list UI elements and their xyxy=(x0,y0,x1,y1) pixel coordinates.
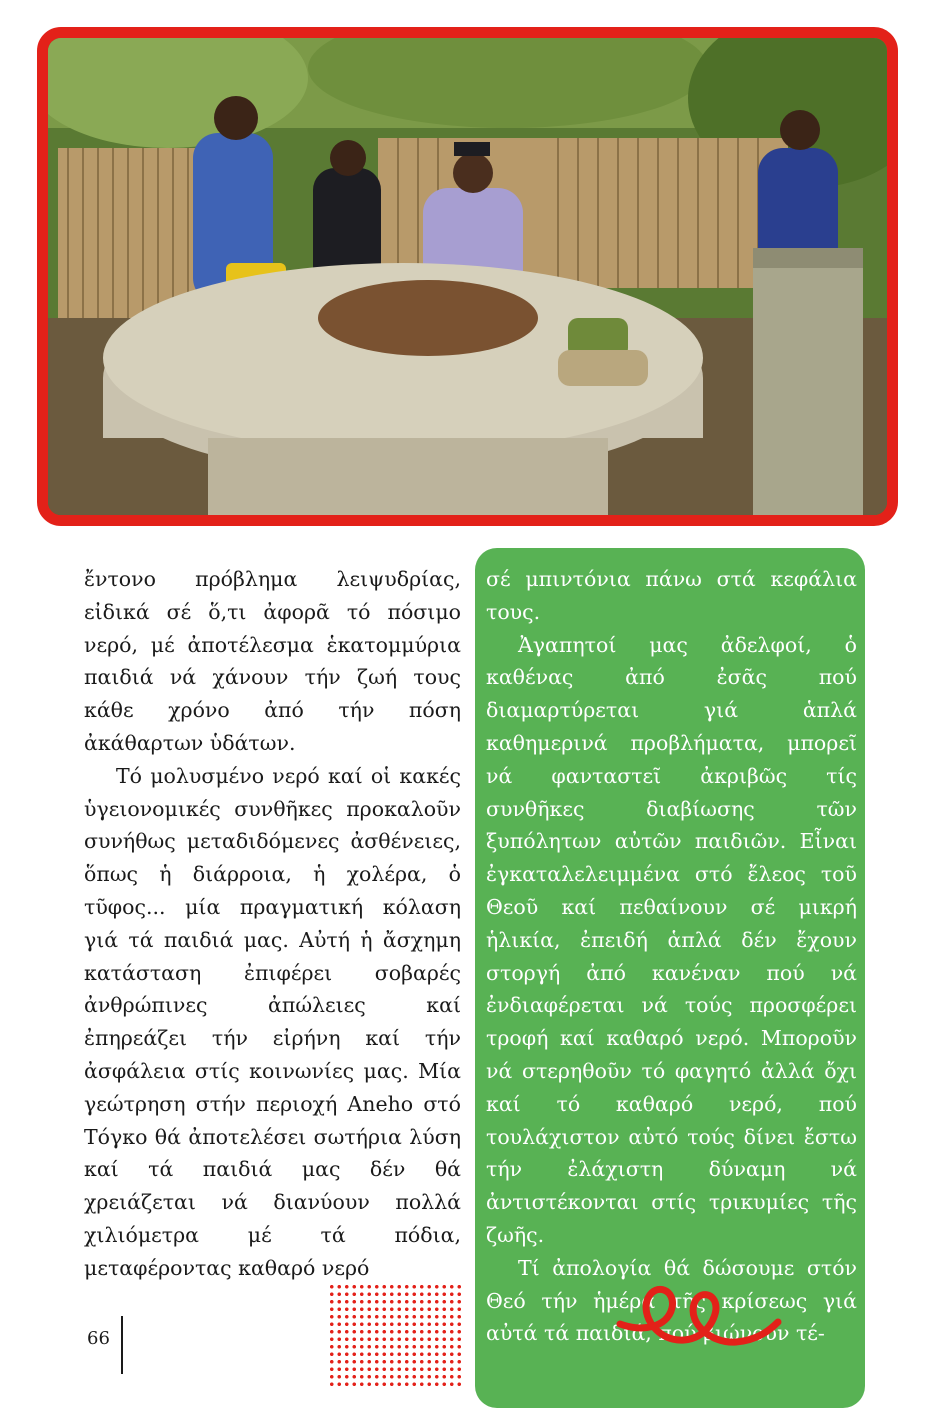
left-column xyxy=(84,563,461,1285)
paragraph: σέ μπιντόνια πάνω στά κεφάλια τους. xyxy=(486,567,857,624)
right-column xyxy=(486,563,857,1350)
paragraph: ἔντονο πρόβλημα λειψυδρίας, εἰδικά σέ ὅ,τι ἀφορᾶ τό πόσιμο νερό, μέ ἀποτέλεσμα ἑκατομμύρια παιδιά νά χάνουν τήν ζωή τους κάθε χρόνο ἀπό τήν πόση ἀκάθαρτων ὑδάτων. xyxy=(84,567,461,755)
photo-frame xyxy=(37,27,898,526)
page-number: 66 xyxy=(87,1328,110,1349)
paragraph: Τί ἀπολογία θά δώσουμε στόν Θεό τήν ἡμέρα τῆς κρίσεως γιά αὐτά τά παιδιά, πού βιώνουν τέ- xyxy=(486,1255,857,1346)
paragraph: Τό μολυσμένο νερό καί οἱ κακές ὑγειονομικές συνθῆκες προκαλοῦν συνήθως μεταδιδόμενες ἀσθένειες, ὅπως ἡ διάρροια, ἡ χολέρα, ὁ τῦφος... μία πραγματική κόλαση γιά τά παιδιά μας. Αὐτή ἡ ἄσχημη κατάσταση ἐπιφέρει σοβαρές ἀνθρώπινες ἀπώλειες καί ἐπηρεάζει τήν εἰρήνη καί τήν ἀσφάλεια στίς κοινωνίες μας. Μία γεώτρηση στήν περιοχή Aneho στό Τόγκο θά ἀποτελέσει σωτήρια λύση καί τά παιδιά μας δέν θά χρειάζεται νά διανύουν πολλά χιλιόμετρα μέ τά πόδια, μεταφέροντας καθαρό νερό xyxy=(84,763,461,1280)
dot-pattern-decoration xyxy=(328,1283,464,1388)
well-photo xyxy=(48,38,887,515)
paragraph: Ἀγαπητοί μας ἀδελφοί, ὁ καθένας ἀπό ἐσᾶς πού διαμαρτύρεται γιά ἁπλά καθημερινά προβλήματα, μπορεῖ νά φανταστεῖ ἀκριβῶς τίς συνθῆκες διαβίωσης τῶν ξυπόλητων αὐτῶν παιδιῶν. Εἶναι ἐγκαταλελειμμένα στό ἔλεος τοῦ Θεοῦ καί πεθαίνουν σέ μικρή ἡλικία, ἐπειδή ἁπλά δέν ἔχουν στοργή ἀπό κανέναν πού νά ἐνδιαφέρεται νά τούς προσφέρει τροφή καί καθαρό νερό. Μποροῦν νά στερηθοῦν τό φαγητό ἀλλά ὄχι καί τό καθαρό νερό, πού τουλάχιστον αὐτό τούς δίνει ἔστω τήν ἐλάχιστη δύναμη νά ἀντιστέκονται στίς τρικυμίες τῆς ζωῆς. xyxy=(486,632,857,1247)
page-number-divider xyxy=(121,1316,123,1374)
swirl-decoration-icon xyxy=(612,1272,784,1356)
